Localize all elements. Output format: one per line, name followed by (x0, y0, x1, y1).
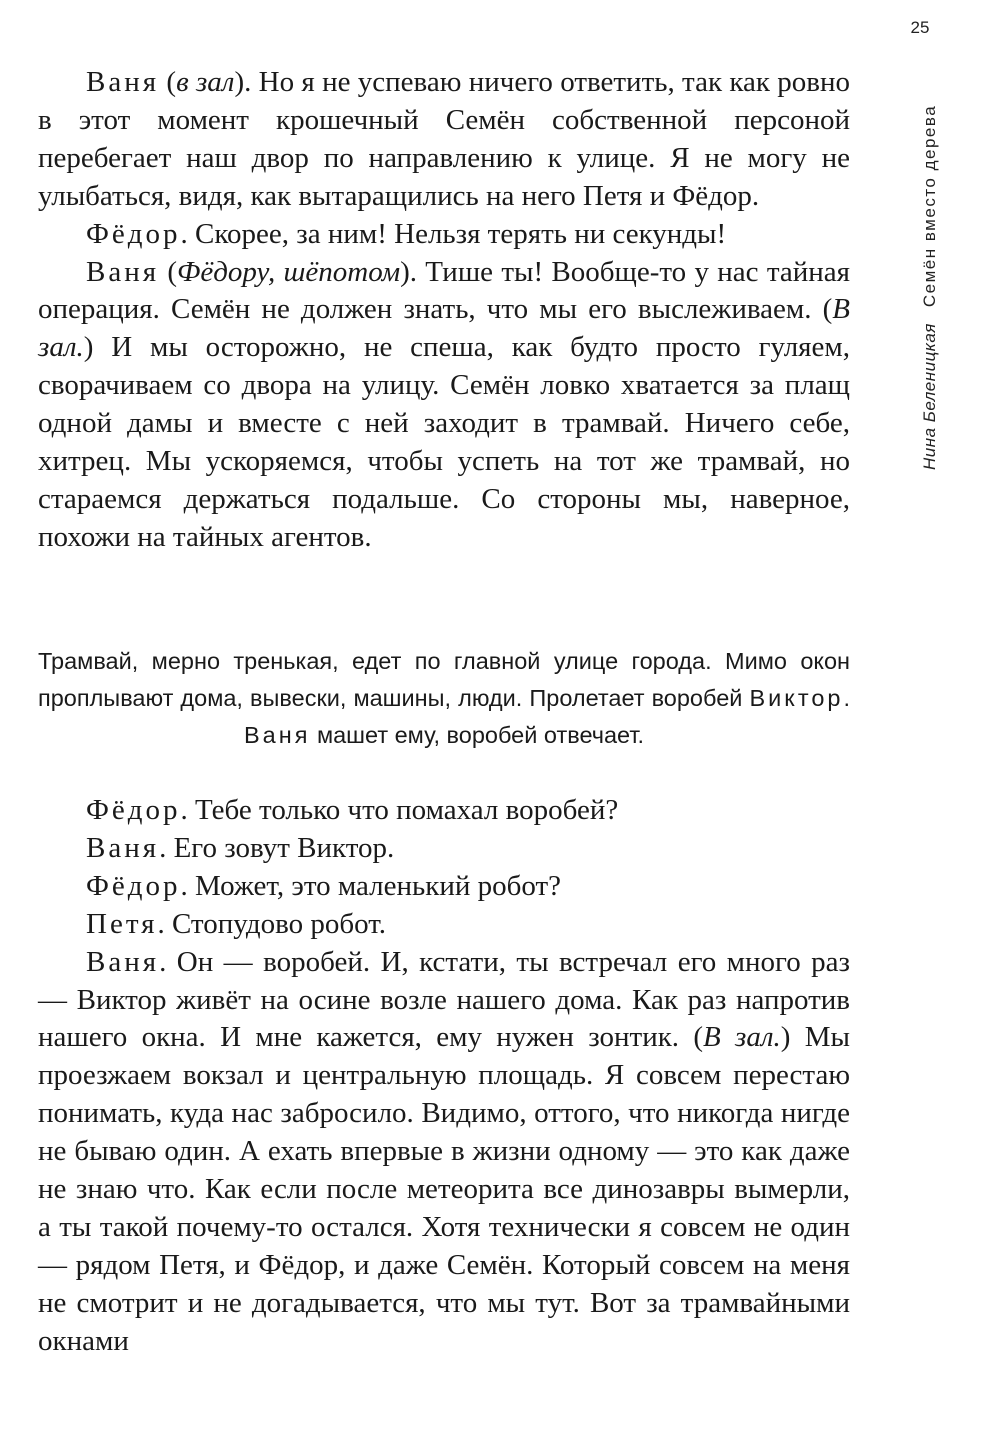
text-block-bottom (38, 792, 850, 1361)
running-header (920, 105, 940, 470)
paragraph-text: . Но я не успеваю ничего ответить, так как ровно в этот момент крошечный Семён собственной персоной перебегает наш двор по направлению к улице. Я не могу не улыбаться, видя, как вытаращились на него Петя и Фёдор. (38, 66, 850, 212)
stage-direction-text: Трамвай, мерно тренькая, едет по главной улице города. Мимо окон проплывают дома, вывески, машины, люди. Пролетает воробей (38, 648, 850, 711)
paragraph (38, 830, 850, 868)
speaker-name: Ваня (86, 255, 160, 288)
speaker-name: Фёдор (86, 869, 181, 902)
paragraph-text: ) Мы проезжаем вокзал и центральную площадь. Я совсем перестаю понимать, куда нас забросило. Видимо, оттого, что никогда нигде не бываю один. А ехать впервые в жизни одному — это как даже не знаю что. Как если после метеорита все динозавры вымерли, а ты такой почему-то остался. Хотя технически я совсем не один — рядом Петя, и Фёдор, и даже Семён. Который совсем на меня не смотрит и не догадывается, что мы тут. Вот за трамвайными окнами (38, 1021, 850, 1357)
stage-direction-text: . (843, 685, 850, 711)
speaker-name: Ваня (86, 66, 160, 98)
stage-direction-text: машет ему, воробей отвечает. (310, 722, 645, 748)
paragraph (38, 792, 850, 830)
stage-direction (38, 643, 850, 754)
speaker-name: Ваня (86, 945, 160, 978)
paragraph-text: . Тише ты! Вообще-то у нас тайная операция. Семён не должен знать, что мы его выслеживаем. ( (38, 255, 850, 326)
paragraph (38, 868, 850, 906)
header-title: Семён вместо дерева (920, 104, 939, 308)
stage-remark: В зал. (703, 1021, 781, 1054)
paragraph-text: . Тебе только что помахал воробей? (180, 794, 619, 826)
paragraph (38, 944, 850, 1361)
paragraph-text: ) И мы осторожно, не спеша, как будто просто гуляем, сворачиваем со двора на улицу. Семён ловко хватается за плащ одной дамы и вместе с ней заходит в трамвай. Ничего себе, хитрец. Мы ускоряемся, чтобы успеть на тот же трамвай, но стараемся держаться подальше. Со стороны мы, наверное, похожи на тайных агентов. (38, 331, 850, 553)
character-name: Виктор (749, 685, 844, 711)
paragraph (38, 906, 850, 944)
text-block-top (38, 64, 850, 557)
stage-remark: в зал (176, 66, 235, 98)
stage-remark: Фёдору, шёпотом (177, 255, 401, 288)
paragraph-text: . Стопудово робот. (157, 907, 387, 940)
speaker-name: Фёдор (86, 794, 181, 826)
speaker-name: Петя (86, 907, 158, 940)
speaker-name: Фёдор (86, 217, 181, 250)
stage-remark: В зал. (38, 293, 850, 364)
paragraph (38, 216, 850, 254)
paragraph-text: . Может, это маленький робот? (180, 869, 562, 902)
paragraph-text: . Он — воробей. И, кстати, ты встречал его много раз — Виктор живёт на осине возле нашего дома. Как раз напротив нашего окна. И мне кажется, ему нужен зонтик. ( (38, 945, 850, 1054)
header-author: Нина Беленицкая (920, 323, 939, 470)
speaker-name: Ваня (86, 831, 160, 864)
paragraph-text: . Скорее, за ним! Нельзя терять ни секунды! (180, 217, 727, 250)
page-number: 25 (910, 18, 930, 37)
paragraph: Ваня (Фёдору, шёпотом). Тише ты! Вообще-то у нас тайная операция. Семён не должен знать, что мы его выслеживаем. (В зал.) И мы осторожно, не спеша, как будто просто гуляем, сворачиваем со двора на улицу. Семён ловко хватается за плащ одной дамы и вместе с ней заходит в трамвай. Ничего себе, хитрец. Мы ускоряемся, чтобы успеть на тот же трамвай, но стараемся держаться подальше. Со стороны мы, наверное, похожи на тайных агентов. (38, 255, 850, 553)
character-name: Ваня (243, 722, 311, 748)
paragraph: Ваня (в зал). Но я не успеваю ничего ответить, так как ровно в этот момент крошечный Семён собственной персоной перебегает наш двор по направлению к улице. Я не могу не улыбаться, видя, как вытаращились на него Петя и Фёдор. (38, 66, 850, 212)
paragraph-text: . Его зовут Виктор. (159, 831, 395, 864)
